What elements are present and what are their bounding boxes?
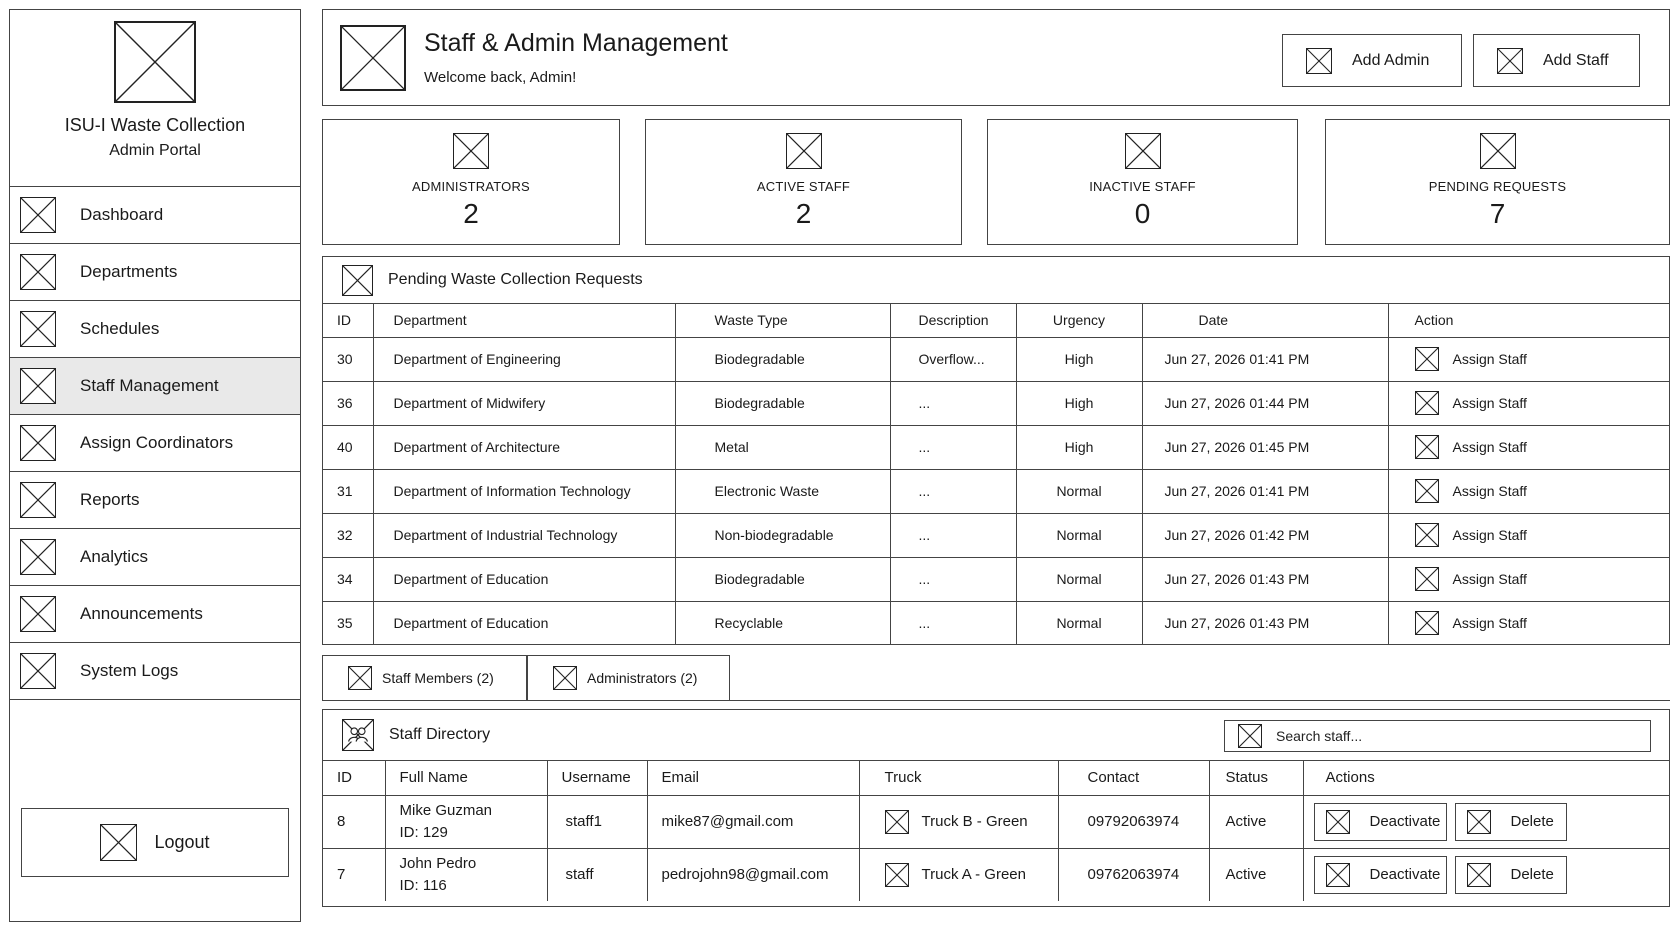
assign-staff-icon: [1415, 479, 1439, 503]
cell-department: Department of Engineering: [373, 337, 675, 381]
truck-label: Truck B - Green: [921, 813, 1028, 830]
add-staff-label: Add Staff: [1543, 51, 1609, 69]
truck-label: Truck A - Green: [921, 866, 1026, 884]
sidebar-item-system-logs[interactable]: [10, 643, 300, 700]
assign-staff-button[interactable]: [1415, 347, 1670, 371]
assign-staff-label: Assign Staff: [1452, 483, 1527, 499]
assign-staff-icon: [1415, 435, 1439, 459]
column-header: Date: [1142, 304, 1388, 337]
panel-header: [323, 257, 1669, 304]
brand: [10, 10, 300, 187]
delete-label: Delete: [1510, 866, 1554, 884]
page-header: [322, 9, 1670, 106]
sidebar-item-label: Assign Coordinators: [80, 433, 234, 452]
cell-urgency: High: [1016, 381, 1142, 425]
directory-tabs: [322, 655, 1670, 701]
cell-username: staff: [547, 848, 647, 901]
sidebar-item-label: Analytics: [80, 547, 149, 566]
add-staff-icon: [1497, 48, 1523, 74]
cell-email: pedrojohn98@gmail.com: [647, 848, 859, 901]
panel-title: Staff Directory: [389, 726, 491, 743]
assign-staff-icon: [1415, 391, 1439, 415]
cell-contact: 09762063974: [1058, 848, 1209, 901]
table-row: [323, 381, 1669, 425]
cell-id: 32: [323, 513, 373, 557]
cell-actions: [1303, 795, 1669, 848]
cell-urgency: Normal: [1016, 469, 1142, 513]
cell-department: Department of Education: [373, 557, 675, 601]
cell-urgency: High: [1016, 425, 1142, 469]
sidebar-item-label: Dashboard: [80, 205, 164, 224]
cell-action: [1388, 557, 1669, 601]
cell-waste-type: Biodegradable: [675, 337, 890, 381]
assign-staff-icon: [1415, 567, 1439, 591]
column-header: Email: [647, 761, 859, 795]
search-staff-input[interactable]: [1224, 720, 1651, 752]
brand-subtitle: Admin Portal: [109, 142, 201, 159]
assign-staff-button[interactable]: [1415, 611, 1670, 635]
sidebar-item-schedules[interactable]: [10, 301, 300, 358]
stat-label: INACTIVE STAFF: [1089, 179, 1196, 194]
column-header: Department: [373, 304, 675, 337]
cell-action: [1388, 469, 1669, 513]
deactivate-icon: [1326, 810, 1350, 834]
table-row: [323, 337, 1669, 381]
assign-staff-button[interactable]: [1415, 523, 1670, 547]
schedules-icon: [20, 311, 56, 347]
add-admin-button[interactable]: [1282, 34, 1462, 87]
assign-coordinators-icon: [20, 425, 56, 461]
pending-requests-panel: [322, 256, 1670, 645]
assign-staff-label: Assign Staff: [1452, 395, 1527, 411]
cell-description: ...: [890, 381, 1016, 425]
staff-directory-panel: [322, 709, 1670, 907]
assign-staff-label: Assign Staff: [1452, 439, 1527, 455]
column-header: Full Name: [385, 761, 547, 795]
cell-action: [1388, 601, 1669, 645]
table-header-row: [323, 304, 1669, 337]
stat-value: 7: [1489, 198, 1506, 229]
cell-urgency: Normal: [1016, 601, 1142, 645]
sidebar: [9, 9, 301, 922]
table-header-row: [323, 761, 1669, 795]
delete-icon: [1467, 863, 1491, 887]
cell-waste-type: Non-biodegradable: [675, 513, 890, 557]
cell-description: ...: [890, 601, 1016, 645]
row-actions: [1314, 803, 1670, 841]
sidebar-item-reports[interactable]: [10, 472, 300, 529]
cell-description: ...: [890, 425, 1016, 469]
cell-department: Department of Architecture: [373, 425, 675, 469]
table-row: [323, 469, 1669, 513]
cell-urgency: Normal: [1016, 513, 1142, 557]
system-logs-icon: [20, 653, 56, 689]
panel-title: Pending Waste Collection Requests: [388, 271, 643, 288]
truck-icon: [885, 863, 909, 887]
column-header: Description: [890, 304, 1016, 337]
cell-description: Overflow...: [890, 337, 1016, 381]
truck-assignment: [885, 810, 1058, 834]
tab-administrators[interactable]: [527, 655, 730, 700]
assign-staff-button[interactable]: [1415, 435, 1670, 459]
sidebar-item-label: Departments: [80, 262, 178, 281]
column-header: Contact: [1058, 761, 1209, 795]
assign-staff-button[interactable]: [1415, 567, 1670, 591]
sidebar-item-label: Staff Management: [80, 376, 219, 395]
row-actions: [1314, 856, 1670, 894]
table-row: [323, 601, 1669, 645]
inactive-staff-icon: [1125, 133, 1161, 169]
column-header: Urgency: [1016, 304, 1142, 337]
sidebar-item-announcements[interactable]: [10, 586, 300, 643]
cell-department: Department of Midwifery: [373, 381, 675, 425]
sidebar-item-analytics[interactable]: [10, 529, 300, 586]
column-header: Actions: [1303, 761, 1669, 795]
cell-action: [1388, 381, 1669, 425]
cell-date: Jun 27, 2026 01:45 PM: [1142, 425, 1388, 469]
column-header: Status: [1209, 761, 1303, 795]
logout-icon: [100, 824, 137, 861]
column-header: Truck: [859, 761, 1058, 795]
deactivate-button[interactable]: [1314, 803, 1447, 841]
sidebar-nav: [10, 187, 300, 700]
cell-full-name: [385, 848, 547, 901]
deactivate-label: Deactivate: [1369, 866, 1441, 884]
stat-label: PENDING REQUESTS: [1428, 179, 1567, 194]
column-header: Action: [1388, 304, 1669, 337]
table-row: [323, 848, 1669, 901]
stat-card-inactive-staff: [987, 119, 1298, 245]
cell-department: Department of Industrial Technology: [373, 513, 675, 557]
sidebar-item-staff-management[interactable]: [10, 358, 300, 415]
sidebar-item-dashboard[interactable]: [10, 187, 300, 244]
cell-truck: [859, 848, 1058, 901]
cell-full-name: [385, 795, 547, 848]
full-name: John Pedro: [399, 854, 477, 872]
cell-waste-type: Electronic Waste: [675, 469, 890, 513]
cell-date: Jun 27, 2026 01:42 PM: [1142, 513, 1388, 557]
column-header: ID: [323, 761, 385, 795]
column-header: ID: [323, 304, 373, 337]
cell-username: staff1: [547, 795, 647, 848]
page-title: Staff & Admin Management: [424, 29, 728, 57]
cell-id: 34: [323, 557, 373, 601]
cell-id: 30: [323, 337, 373, 381]
cell-waste-type: Biodegradable: [675, 557, 890, 601]
stat-card-pending-requests: [1325, 119, 1670, 245]
cell-id: 8: [323, 795, 385, 848]
cell-description: ...: [890, 469, 1016, 513]
staff-management-icon: [20, 368, 56, 404]
cell-email: mike87@gmail.com: [647, 795, 859, 848]
stat-card-active-staff: [645, 119, 962, 245]
assign-staff-label: Assign Staff: [1452, 571, 1527, 587]
delete-button[interactable]: [1455, 803, 1567, 841]
delete-button[interactable]: [1455, 856, 1567, 894]
cell-date: Jun 27, 2026 01:41 PM: [1142, 337, 1388, 381]
cell-description: ...: [890, 513, 1016, 557]
truck-icon: [885, 810, 909, 834]
cell-action: [1388, 425, 1669, 469]
staff-directory-table: [323, 761, 1669, 901]
welcome-text: Welcome back, Admin!: [424, 69, 577, 86]
stat-value: 2: [463, 198, 479, 229]
sidebar-item-assign-coordinators[interactable]: [10, 415, 300, 472]
truck-assignment: [885, 863, 1058, 887]
cell-department: Department of Information Technology: [373, 469, 675, 513]
reports-icon: [20, 482, 56, 518]
announcements-icon: [20, 596, 56, 632]
sub-id: ID: 116: [399, 876, 447, 894]
tab-label: Staff Members (2): [382, 670, 494, 686]
pending-requests-table: [323, 304, 1669, 645]
cell-contact: 09792063974: [1058, 795, 1209, 848]
administrators-tab-icon: [553, 666, 577, 690]
cell-department: Department of Education: [373, 601, 675, 645]
sidebar-item-label: Announcements: [80, 604, 203, 623]
header-image-icon: [340, 25, 406, 91]
active-staff-icon: [786, 133, 822, 169]
logout-button[interactable]: [21, 808, 289, 877]
cell-date: Jun 27, 2026 01:43 PM: [1142, 601, 1388, 645]
assign-staff-label: Assign Staff: [1452, 615, 1527, 632]
table-row: [323, 795, 1669, 848]
column-header: Waste Type: [675, 304, 890, 337]
stat-value: 0: [1134, 198, 1151, 229]
cell-id: 40: [323, 425, 373, 469]
add-admin-icon: [1306, 48, 1332, 74]
cell-waste-type: Biodegradable: [675, 381, 890, 425]
cell-id: 36: [323, 381, 373, 425]
logo-image-icon: [114, 21, 196, 103]
staff-members-icon: [348, 666, 372, 690]
cell-description: ...: [890, 557, 1016, 601]
deactivate-label: Deactivate: [1369, 813, 1441, 830]
cell-id: 35: [323, 601, 373, 645]
assign-staff-icon: [1415, 611, 1439, 635]
deactivate-button[interactable]: [1314, 856, 1447, 894]
table-row: [323, 557, 1669, 601]
search-icon: [1238, 724, 1262, 748]
stat-value: 2: [795, 198, 812, 229]
sub-id: ID: 129: [399, 823, 448, 841]
tab-staff-members[interactable]: [322, 655, 527, 700]
cell-urgency: High: [1016, 337, 1142, 381]
cell-date: Jun 27, 2026 01:44 PM: [1142, 381, 1388, 425]
cell-urgency: Normal: [1016, 557, 1142, 601]
delete-icon: [1467, 810, 1491, 834]
status-badge: Active: [1209, 795, 1303, 848]
table-row: [323, 513, 1669, 557]
cell-waste-type: Metal: [675, 425, 890, 469]
cell-truck: [859, 795, 1058, 848]
cell-waste-type: Recyclable: [675, 601, 890, 645]
assign-staff-icon: [1415, 523, 1439, 547]
assign-staff-icon: [1415, 347, 1439, 371]
assign-staff-button[interactable]: [1415, 391, 1670, 415]
cell-action: [1388, 513, 1669, 557]
tab-label: Administrators (2): [587, 670, 698, 686]
sidebar-item-label: Reports: [80, 490, 140, 509]
delete-label: Delete: [1510, 813, 1554, 830]
cell-actions: [1303, 848, 1669, 901]
column-header: Username: [547, 761, 647, 795]
status-badge: Active: [1209, 848, 1303, 901]
deactivate-icon: [1326, 863, 1350, 887]
search-placeholder: Search staff...: [1276, 728, 1363, 744]
sidebar-item-departments[interactable]: [10, 244, 300, 301]
table-row: [323, 425, 1669, 469]
cell-action: [1388, 337, 1669, 381]
dashboard-icon: [20, 197, 56, 233]
stat-card-administrators: [322, 119, 620, 245]
brand-title: ISU-I Waste Collection: [64, 115, 246, 135]
pending-list-icon: [342, 265, 373, 296]
users-icon: [342, 719, 374, 751]
sidebar-item-label: Schedules: [80, 319, 160, 338]
add-admin-label: Add Admin: [1352, 51, 1430, 69]
stat-label: ACTIVE STAFF: [756, 179, 851, 194]
assign-staff-label: Assign Staff: [1452, 527, 1527, 543]
full-name: Mike Guzman: [399, 801, 493, 819]
pending-requests-icon: [1480, 133, 1516, 169]
departments-icon: [20, 254, 56, 290]
logout-label: Logout: [154, 832, 210, 852]
cell-id: 7: [323, 848, 385, 901]
cell-date: Jun 27, 2026 01:43 PM: [1142, 557, 1388, 601]
add-staff-button[interactable]: [1473, 34, 1640, 87]
analytics-icon: [20, 539, 56, 575]
sidebar-item-label: System Logs: [80, 661, 179, 680]
administrators-icon: [453, 133, 489, 169]
stat-label: ADMINISTRATORS: [412, 179, 530, 194]
assign-staff-label: Assign Staff: [1452, 351, 1527, 367]
cell-id: 31: [323, 469, 373, 513]
cell-date: Jun 27, 2026 01:41 PM: [1142, 469, 1388, 513]
assign-staff-button[interactable]: [1415, 479, 1670, 503]
